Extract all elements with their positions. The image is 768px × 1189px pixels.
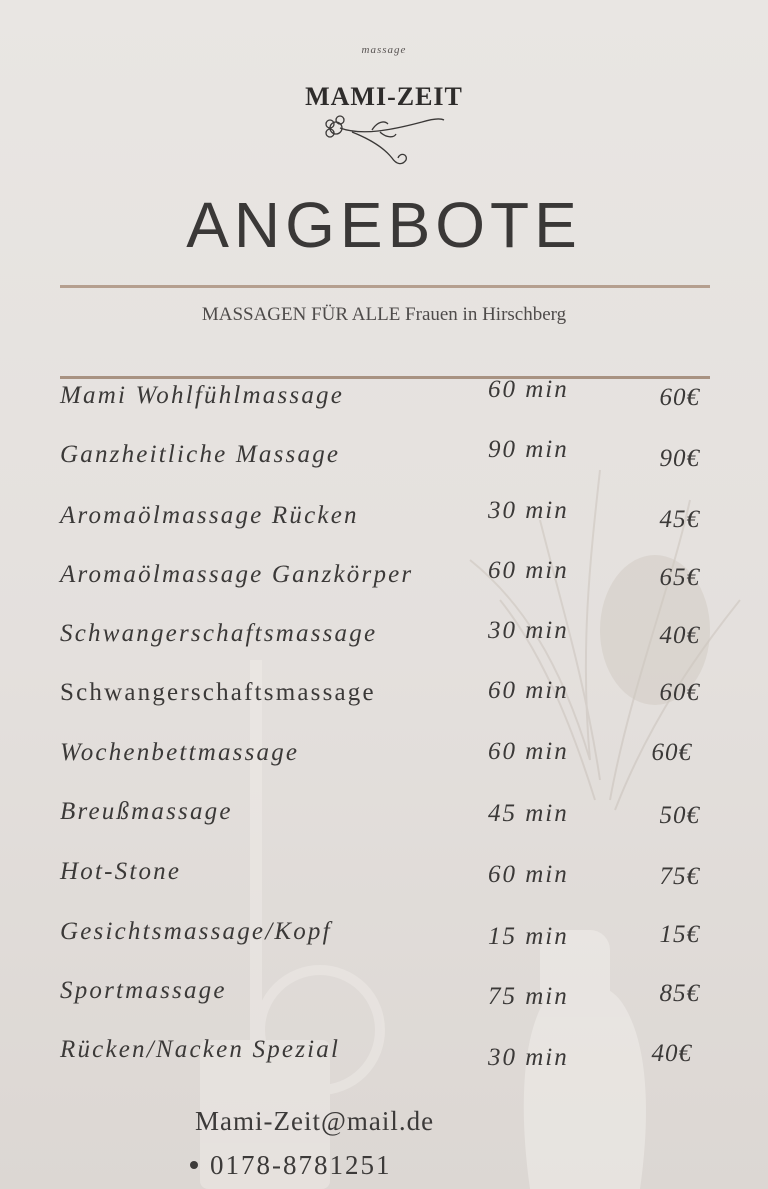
service-row <box>0 376 768 422</box>
service-duration: 30 min <box>488 617 569 644</box>
service-price: 60€ <box>659 679 700 706</box>
service-price: 60€ <box>659 384 700 411</box>
service-duration: 15 min <box>488 923 569 950</box>
service-name: Wochenbettmassage <box>60 739 300 766</box>
service-price: 45€ <box>659 506 700 533</box>
brand-name: MAMI-ZEIT <box>305 82 463 111</box>
service-row <box>0 918 768 958</box>
service-row <box>0 497 768 542</box>
service-row <box>0 977 768 1017</box>
brand-tagline: massage <box>361 44 407 56</box>
service-name: Ganzheitliche Massage <box>60 441 341 468</box>
service-price: 40€ <box>659 622 700 649</box>
service-duration: 60 min <box>488 861 569 888</box>
service-price: 15€ <box>659 921 700 948</box>
service-name: Schwangerschaftsmassage <box>60 679 376 706</box>
contact-phone[interactable]: 0178-8781251 <box>210 1150 392 1180</box>
service-price: 65€ <box>659 564 700 591</box>
service-name: Rücken/Nacken Spezial <box>60 1036 341 1063</box>
page-subtitle: MASSAGEN FÜR ALLE Frauen in Hirschberg <box>201 304 567 325</box>
service-name: Aromaölmassage Rücken <box>60 502 359 529</box>
service-price: 50€ <box>659 802 700 829</box>
service-name: Hot-Stone <box>60 858 182 885</box>
contact-email[interactable]: Mami-Zeit@mail.de <box>195 1106 435 1136</box>
service-name: Schwangerschaftsmassage <box>60 620 378 647</box>
service-row <box>0 739 768 779</box>
service-duration: 30 min <box>488 497 569 524</box>
service-name: Breußmassage <box>60 798 233 825</box>
service-duration: 30 min <box>488 1044 569 1071</box>
title-divider <box>60 285 710 288</box>
service-duration: 60 min <box>488 376 569 403</box>
list-divider <box>60 376 710 379</box>
service-row <box>0 679 768 719</box>
service-row <box>0 798 768 838</box>
service-row <box>0 617 768 660</box>
service-name: Aromaölmassage Ganzkörper <box>60 561 414 588</box>
service-duration: 60 min <box>488 677 569 704</box>
service-duration: 45 min <box>488 800 569 827</box>
flower-flourish-icon <box>322 106 446 170</box>
service-duration: 60 min <box>488 738 569 765</box>
service-row <box>0 557 768 601</box>
service-price: 75€ <box>659 863 700 890</box>
service-duration: 60 min <box>488 557 569 584</box>
service-row <box>0 1036 768 1076</box>
service-row <box>0 436 768 481</box>
service-duration: 90 min <box>488 436 569 463</box>
service-price: 90€ <box>659 445 700 472</box>
service-name: Mami Wohlfühlmassage <box>60 382 345 409</box>
bullet-icon <box>190 1161 198 1169</box>
service-duration: 75 min <box>488 983 569 1010</box>
contact-phone-line[interactable] <box>190 1150 392 1181</box>
page-title: ANGEBOTE <box>186 189 582 261</box>
service-row <box>0 858 768 898</box>
service-name: Sportmassage <box>60 977 227 1004</box>
service-price: 60€ <box>651 739 692 766</box>
service-price: 40€ <box>651 1040 692 1067</box>
service-name: Gesichtsmassage/Kopf <box>60 918 332 945</box>
service-price: 85€ <box>659 980 700 1007</box>
